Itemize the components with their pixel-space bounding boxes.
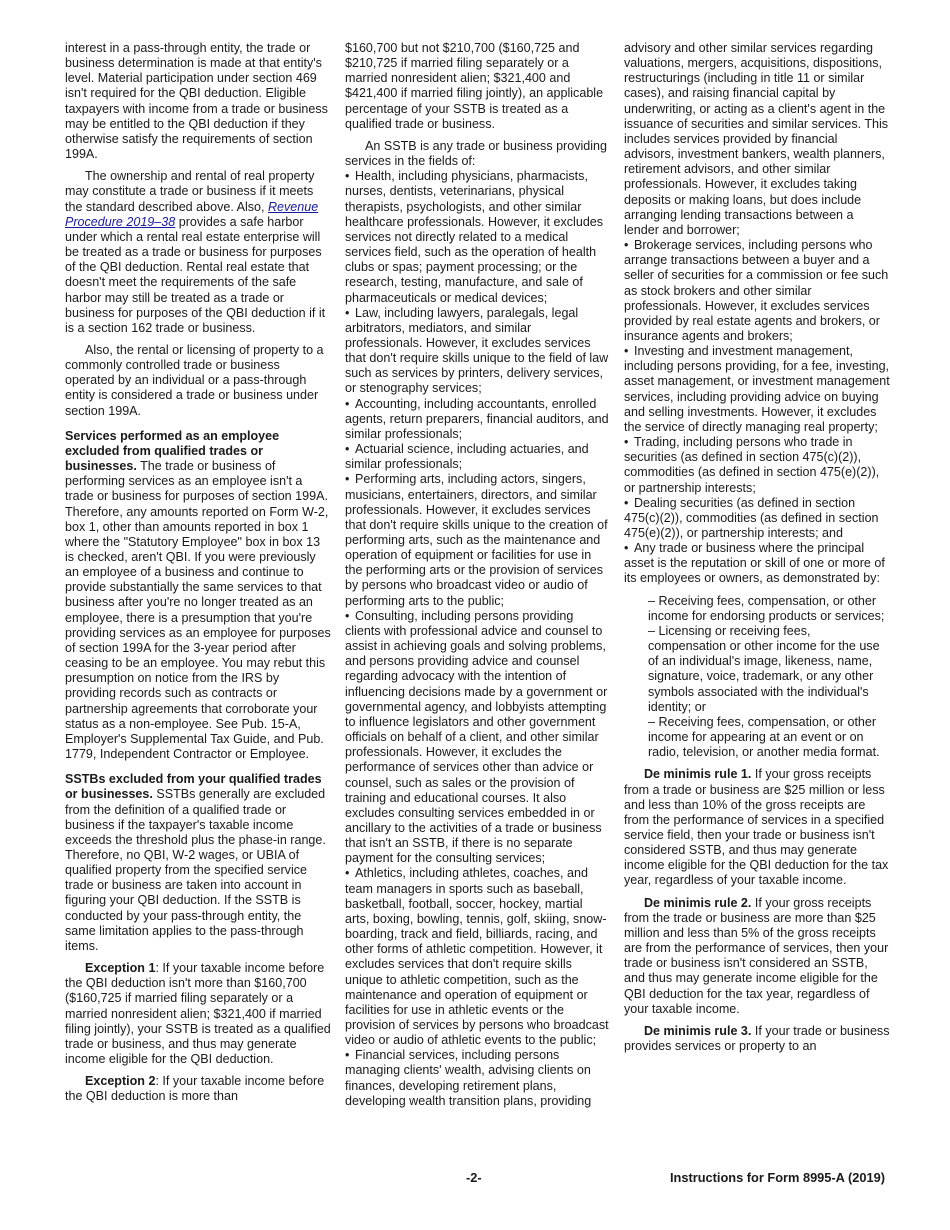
text: Law, including lawyers, paralegals, legal arbitrators, mediators, and similar professionals. However, it excludes services that don't require skills unique to the field of law such as services by printers, delivery services, or stenography services;: [345, 305, 609, 396]
exception-label: Exception 1: [85, 961, 156, 976]
text: If your trade or business provides services or property to an: [624, 1023, 890, 1053]
paragraph: [65, 1074, 331, 1104]
exception-label: Exception 2: [85, 1074, 156, 1089]
list-item: [345, 866, 609, 1048]
text: Accounting, including accountants, enrolled agents, return preparers, financial auditors, and similar professionals;: [345, 396, 609, 441]
list-item: [624, 541, 890, 586]
column-right: [624, 41, 890, 1054]
page-number: -2-: [466, 1170, 482, 1185]
text: Actuarial science, including actuaries, and similar professionals;: [345, 442, 589, 472]
sub-list-item: – Receiving fees, compensation, or other income for appearing at an event or on radio, television, or another media format.: [648, 714, 880, 760]
text: Dealing securities (as defined in section 475(c)(2)), commodities (as defined in section 475(e)(2)), or partnership interests; and: [624, 495, 879, 540]
section-heading: Services performed as an employee excluded from qualified trades or businesses.: [65, 428, 280, 474]
text: Any trade or business where the principal asset is the reputation or skill of one or more of its employees or owners, as demonstrated by:: [624, 541, 885, 586]
paragraph: [65, 772, 331, 954]
text: The trade or business of performing services as an employee isn't a trade or business for purposes of section 199A. Therefore, any amounts reported on Form W-2, box 1, other than amounts reported in box 1 where the "Statutory Employee" box in box 13 is checked, aren't QBI. If you were previously an employee of a business and continue to provide substantially the same services to that business after you're no longer treated as an employee, there is a presumption that you're providing services as an employee for purposes of section 199A for the 3-year period after ceasing to be an employee. You may rebut this presumption on notice from the IRS by providing records such as contracts or partnership agreements that corroborate your status as a non-employee. See Pub. 15-A, Employer's Supplemental Tax Guide, and Pub. 1779, Independent Contractor or Employee.: [65, 459, 331, 762]
text: The ownership and rental of real property may constitute a trade or business if it meets the standard described above. Also,: [65, 169, 315, 214]
text: Trading, including persons who trade in securities (as defined in section 475(c)(2)), commodities (as defined in section 475(e)(2)), or partnership interests;: [624, 435, 880, 495]
bullet-icon: •: [345, 396, 350, 411]
paragraph: $160,700 but not $210,700 ($160,725 and $210,725 if married filing separately or a married nonresident alien; $321,400 and $421,400 if married filing jointly), an applicable percentage of your SSTB is treated as a qualified trade or business.: [345, 41, 604, 131]
paragraph: [624, 1024, 890, 1054]
text: Brokerage services, including persons who arrange transactions between a buyer and a seller of securities for a commission or fee such as stock brokers and other similar professionals. However, it excludes services provided by real estate agents and brokers, or insurance agents and brokers;: [624, 238, 889, 343]
sub-list: [648, 594, 890, 761]
rule-label: De minimis rule 2.: [644, 895, 752, 910]
bullet-icon: •: [345, 866, 350, 881]
text: If your gross receipts from the trade or business are more than $25 million and less than 5% of the gross receipts are from the performance of services, then your trade or business isn't considered an SSTB, and thus may generate income eligible for the QBI deduction for the tax year, regardless of your taxable income.: [624, 895, 889, 1016]
text: Performing arts, including actors, singers, musicians, entertainers, directors, and similar professionals. However, it excludes services that don't require skills unique to the creation of performing arts, such as the maintenance and operation of equipment or facilities for use in the performing arts or the provision of services by persons who broadcast video or audio of performing arts to the public;: [345, 472, 608, 608]
bullet-icon: •: [345, 608, 350, 623]
rule-label: De minimis rule 3.: [644, 1023, 752, 1038]
paragraph: [65, 169, 331, 336]
text: Investing and investment management, including persons providing, for a fee, investing, asset management, or investment management services, including providing advice on buying and selling investments. However, it excludes the service of directly managing real property;: [624, 344, 890, 434]
text: Financial services, including persons managing clients' wealth, advising clients on finances, developing retirement plans, developing wealth transition plans, providing: [345, 1048, 592, 1108]
list-item: [345, 1048, 609, 1109]
paragraph: [65, 961, 331, 1067]
sub-list-item: – Receiving fees, compensation, or other income for endorsing products or services;: [648, 593, 885, 623]
paragraph: [624, 896, 890, 1017]
paragraph: Also, the rental or licensing of property to a commonly controlled trade or business operated by an individual or a pass-through entity is considered a trade or business under section 199A.: [65, 342, 324, 418]
bullet-icon: •: [624, 238, 629, 253]
list-item: [624, 496, 890, 541]
bullet-icon: •: [345, 472, 350, 487]
column-left: [65, 41, 331, 1104]
sub-list-item: – Licensing or receiving fees, compensation or other income for the use of an individual's image, likeness, name, signature, voice, trademark, or any other symbols associated with the individual's identity; or: [648, 623, 880, 714]
bullet-icon: •: [345, 305, 350, 320]
list-item: [624, 238, 890, 344]
bullet-icon: •: [345, 169, 350, 184]
paragraph: [624, 767, 890, 888]
list-item: [345, 609, 609, 867]
text: SSTBs generally are excluded from the definition of a qualified trade or business if the taxpayer's taxable income exceeds the threshold plus the phase-in range. Therefore, no QBI, W-2 wages, or UBIA of qualified property from the specified service trade or business are taken into account in figuring your QBI deduction. If the SSTB is conducted by your pass-through entity, the same limitation applies to the pass-through items.: [65, 787, 326, 953]
list-item: [345, 442, 609, 472]
paragraph: advisory and other similar services regarding valuations, mergers, acquisitions, dispositions, restructurings (including in title 11 or similar cases), and raising financial capital by underwriting, or acting as a client's agent in the issuance of securities and similar services. This includes services provided by financial advisors, investment bankers, wealth planners, retirement advisors, and other similar professionals. However, it excludes taking deposits or making loans, but does include arranging lending transactions between a lender and borrower;: [624, 41, 889, 237]
paragraph: interest in a pass-through entity, the trade or business determination is made at that entity's level. Material participation under section 469 isn't required for the QBI deduction. Eligible taxpayers with income from a trade or business may be entitled to the QBI deduction if they otherwise satisfy the requirements of section 199A.: [65, 41, 328, 162]
text: provides a safe harbor under which a rental real estate enterprise will be treated as a trade or business for purposes of the QBI deduction. Rental real estate that doesn't meet the requirements of the safe harbor may still be treated as a trade or business for purposes of the QBI deduction if it is a section 162 trade or business.: [65, 214, 326, 335]
text: : If your taxable income before the QBI deduction is more than: [65, 1074, 325, 1104]
list-item: [345, 397, 609, 442]
column-middle: [345, 41, 609, 1109]
bullet-icon: •: [624, 541, 629, 556]
list-item: [345, 306, 609, 397]
paragraph: [65, 429, 331, 762]
text: Athletics, including athletes, coaches, and team managers in sports such as baseball, basketball, football, soccer, hockey, martial arts, boxing, bowling, tennis, golf, skiing, snow-boarding, track and field, billiards, racing, and other forms of athletic competition. However, it excludes services that don't require skills unique to athletic competition, such as the maintenance and operation of equipment or facilities for use in athletic events or the provision of services by persons who broadcast video or audio of athletic events to the public;: [345, 866, 609, 1048]
footer-title: Instructions for Form 8995-A (2019): [670, 1170, 885, 1185]
bullet-icon: •: [624, 344, 629, 359]
paragraph: An SSTB is any trade or business providing services in the fields of:: [345, 138, 607, 169]
revenue-procedure-link[interactable]: Revenue Procedure 2019–38: [65, 199, 319, 229]
text: : If your taxable income before the QBI deduction isn't more than $160,700 ($160,725 if married filing separately or a married nonresident alien; $321,400 if married filing jointly), your SSTB is treated as a qualified trade or business, and thus may generate income eligible for the QBI deduction.: [65, 961, 331, 1066]
bullet-icon: •: [624, 435, 629, 450]
text: If your gross receipts from a trade or business are $25 million or less and less than 10% of the gross receipts are from the performance of services in a specified service field, then your trade or business isn't considered SSTB, and thus may generate income eligible for the QBI deduction for the tax year, regardless of your taxable income.: [624, 767, 889, 888]
section-heading: SSTBs excluded from your qualified trades or businesses.: [65, 772, 322, 802]
list-item: [624, 435, 890, 496]
bullet-icon: •: [345, 442, 350, 457]
rule-label: De minimis rule 1.: [644, 767, 752, 782]
list-item: [345, 472, 609, 608]
list-item: [624, 344, 890, 435]
text: Health, including physicians, pharmacists, nurses, dentists, veterinarians, physical therapists, psychologists, and other similar healthcare professionals. However, it excludes services not directly related to a medical services field, such as the operation of health clubs or spas; payment processing; or the research, testing, manufacture, and sale of pharmaceuticals or medical devices;: [345, 169, 604, 305]
bullet-icon: •: [624, 495, 629, 510]
text: Consulting, including persons providing clients with professional advice and counsel to assist in achieving goals and solving problems, and persons providing advice and counsel regarding advocacy with the intention of influencing decisions made by a government or governmental agency, and lobbyists attempting to influence legislators and other government officials on behalf of a client, and other similar professionals. However, it excludes the performance of services other than advice or counsel, such as sales or the provision of training and educational courses. It also excludes consulting services embedded in or ancillary to the activities of a trade or business that isn't an SSTB, if there is no separate payment for the consulting services;: [345, 608, 608, 866]
list-item: [345, 169, 609, 305]
bullet-icon: •: [345, 1048, 350, 1063]
